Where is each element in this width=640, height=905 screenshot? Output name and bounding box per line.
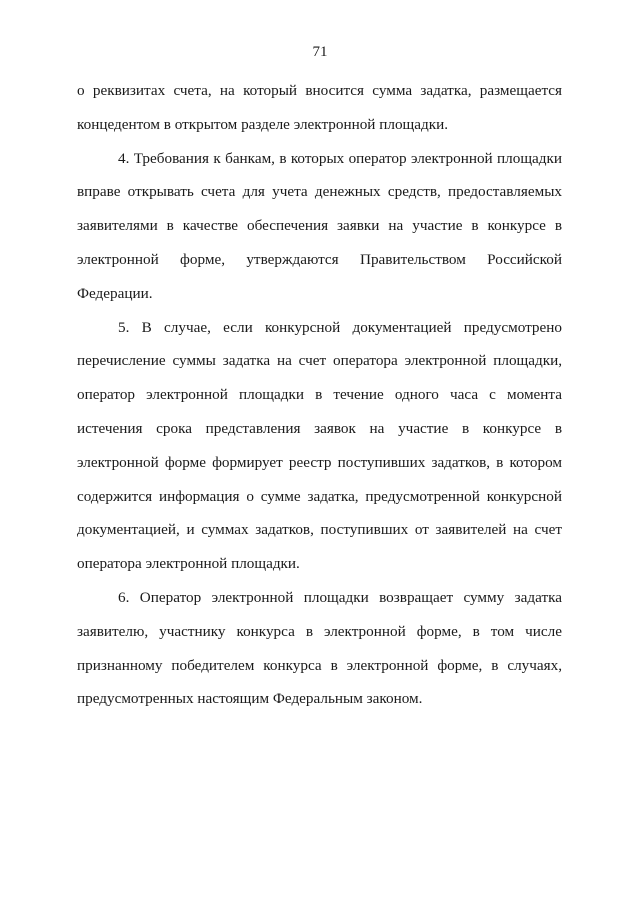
- document-body: [77, 74, 562, 716]
- paragraph-item-4: 4. Требования к банкам, в которых оператор электронной площадки вправе открывать счета для учета денежных средств, предоставляемых заявителями в качестве обеспечения заявки на участие в конкурсе в электронной форме, утверждаются Правительством Российской Федерации.: [77, 149, 562, 302]
- paragraph-continuation: о реквизитах счета, на который вносится сумма задатка, размещается концедентом в открытом разделе электронной площадки.: [77, 82, 562, 133]
- paragraph-item-6: 6. Оператор электронной площадки возвращает сумму задатка заявителю, участнику конкурса в электронной форме, в том числе признанному победителем конкурса в электронной форме, в случаях, предусмотренных настоящим Федеральным законом.: [77, 588, 562, 708]
- page-number: 71: [312, 44, 328, 60]
- paragraph-item-5: 5. В случае, если конкурсной документацией предусмотрено перечисление суммы задатка на счет оператора электронной площадки, оператор электронной площадки в течение одного часа с момента истечения срока представления заявок на участие в конкурсе в электронной форме формирует реестр поступивших задатков, в котором содержится информация о сумме задатка, предусмотренной конкурсной документацией, и суммах задатков, поступивших от заявителей на счет оператора электронной площадки.: [77, 318, 562, 573]
